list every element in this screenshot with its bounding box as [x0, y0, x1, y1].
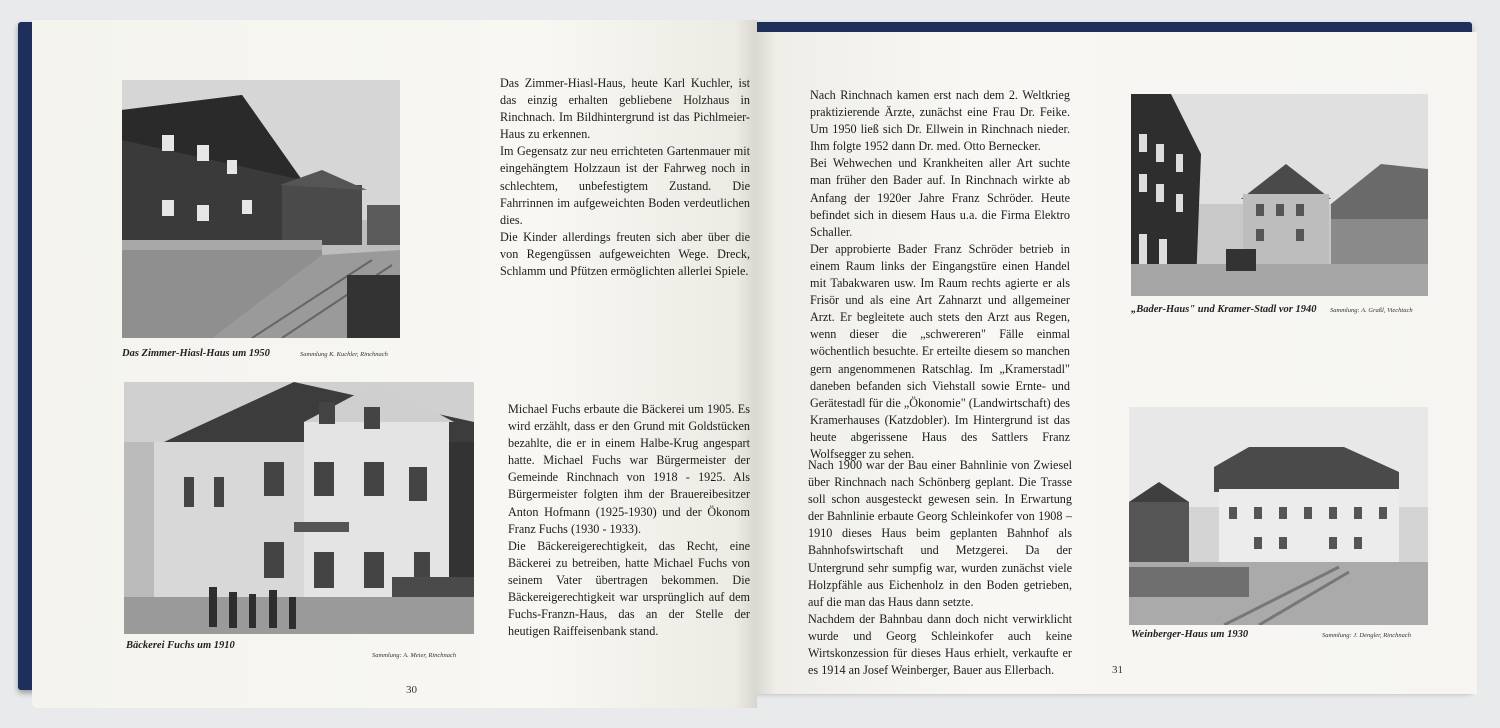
caption-baeckerei-fuchs: Bäckerei Fuchs um 1910 [126, 640, 235, 651]
left-page [32, 20, 757, 708]
text-weinberger-haus [808, 457, 1072, 679]
paragraph: Im Gegensatz zur neu errichteten Gartenmauer mit eingehängtem Holzzaun ist der Fahrweg noch in schlechtem, unbefestigtem Zustand. Die Fahrrinnen im aufgeweichten Boden verdeutlichen dies. [500, 144, 750, 227]
credit-zimmer-hiasl-haus: Sammlung K. Kuchler, Rinchnach [300, 351, 388, 358]
credit-weinberger-haus: Sammlung: J. Dengler, Rinchnach [1322, 632, 1411, 639]
paragraph: Michael Fuchs erbaute die Bäckerei um 1905. Es wird erzählt, dass er den Grund mit Goldstücken bezahlte, die er in einem Halbe-Krug angespart hatte. Michael Fuchs war Bürgermeister der Gemeinde Rinchnach von 1918 - 1925. Als Bürgermeister folgten ihm der Brauereibesitzer Anton Hofmann (1925-1930) und der Ökonom Franz Fuchs (1930 - 1933). [508, 402, 750, 536]
text-bader-haus [810, 87, 1070, 463]
text-baeckerei-fuchs [508, 401, 750, 640]
paragraph: Nach 1900 war der Bau einer Bahnlinie von Zwiesel über Rinchnach nach Schönberg geplant. Die Trasse soll schon ausgesteckt gewesen sein. In Erwartung der Bahnlinie erbaute Georg Schleinkofer von 1908 – 1910 dieses Haus beim geplanten Bahnhof als Bahnhofswirtschaft und Metzgerei. Da der Untergrund sehr sumpfig war, wurden zunächst viele Holzpfähle aus Eichenholz in den Boden getrieben, auf die man das Haus dann setzte. [808, 458, 1072, 609]
caption-weinberger-haus: Weinberger-Haus um 1930 [1131, 629, 1249, 640]
page-number: 31 [1112, 664, 1123, 676]
paragraph: Nach Rinchnach kamen erst nach dem 2. Weltkrieg praktizierende Ärzte, zunächst eine Frau Dr. Feike. Um 1950 ließ sich Dr. Ellwein in Rinchnach nieder. Ihm folgte 1952 dann Dr. med. Otto Bernecker. [810, 88, 1070, 154]
text-zimmer-hiasl-haus [500, 75, 750, 280]
photo-bader-haus [1131, 94, 1428, 296]
photo-weinberger-haus [1129, 407, 1428, 625]
photo-baeckerei-fuchs [124, 382, 474, 634]
paragraph: Das Zimmer-Hiasl-Haus, heute Karl Kuchler, ist das einzig erhalten gebliebene Holzhaus in Rinchnach. Im Bildhintergrund ist das Pichlmeier-Haus zu erkennen. [500, 76, 750, 142]
credit-baeckerei-fuchs: Sammlung: A. Meier, Rinchnach [372, 652, 457, 659]
right-page [755, 32, 1477, 694]
paragraph: Die Bäckereigerechtigkeit, das Recht, eine Bäckerei zu betreiben, hatte Michael Fuchs von seinem Vater übertragen bekommen. Die Bäckereigerechtigkeit war ursprünglich auf dem Fuchs-Franzn-Haus, das an der Stelle der heutigen Raiffeisenbank stand. [508, 538, 750, 639]
page-number: 30 [406, 684, 417, 696]
paragraph: Die Kinder allerdings freuten sich aber über die von Regengüssen aufgeweichten Wege. Dreck, Schlamm und Pfützen ermöglichten allerlei Spiele. [500, 229, 750, 279]
paragraph: Nachdem der Bahnbau dann doch nicht verwirklicht wurde und Georg Schleinkofer auch keine Wirtskonzession für dieses Haus erhielt, verkaufte er es 1914 an Josef Weinberger, Bauer aus Ellerbach. [808, 611, 1072, 678]
credit-bader-haus: Sammlung: A. Graßl, Viechtach [1330, 307, 1413, 314]
caption-zimmer-hiasl-haus: Das Zimmer-Hiasl-Haus um 1950 [122, 348, 270, 359]
photo-zimmer-hiasl-haus [122, 80, 400, 338]
paragraph: Bei Wehwechen und Krankheiten aller Art suchte man früher den Bader auf. In Rinchnach wirkte ab Anfang der 1920er Jahre Franz Schröder. Heute befindet sich in diesem Haus u.a. die Firma Elektro Schaller. [810, 156, 1070, 239]
caption-bader-haus: „Bader-Haus" und Kramer-Stadl vor 1940 [1131, 304, 1317, 315]
paragraph: Der approbierte Bader Franz Schröder betrieb in einem Raum links der Eingangstüre einen Handel mit Tabakwaren usw. Im Raum rechts agierte er als Frisör und als eine Art Zahnarzt und allgemeiner Arzt. Er begleitete auch stets den Arzt aus Regen, wenn dieser die „schwereren" Fälle einmal wöchentlich besuchte. Er erteilte diesem so manchen gern angenommenen Ratschlag. Im „Kramerstadl" daneben befanden sich Viehstall sowie Ernte- und Gerätestadl für die „Ökonomie" (Landwirtschaft) des Kramerhauses (Katzdobler). Im Hintergrund ist das heute abgerissene Haus des Sattlers Franz Wolfsegger zu sehen. [810, 241, 1070, 461]
